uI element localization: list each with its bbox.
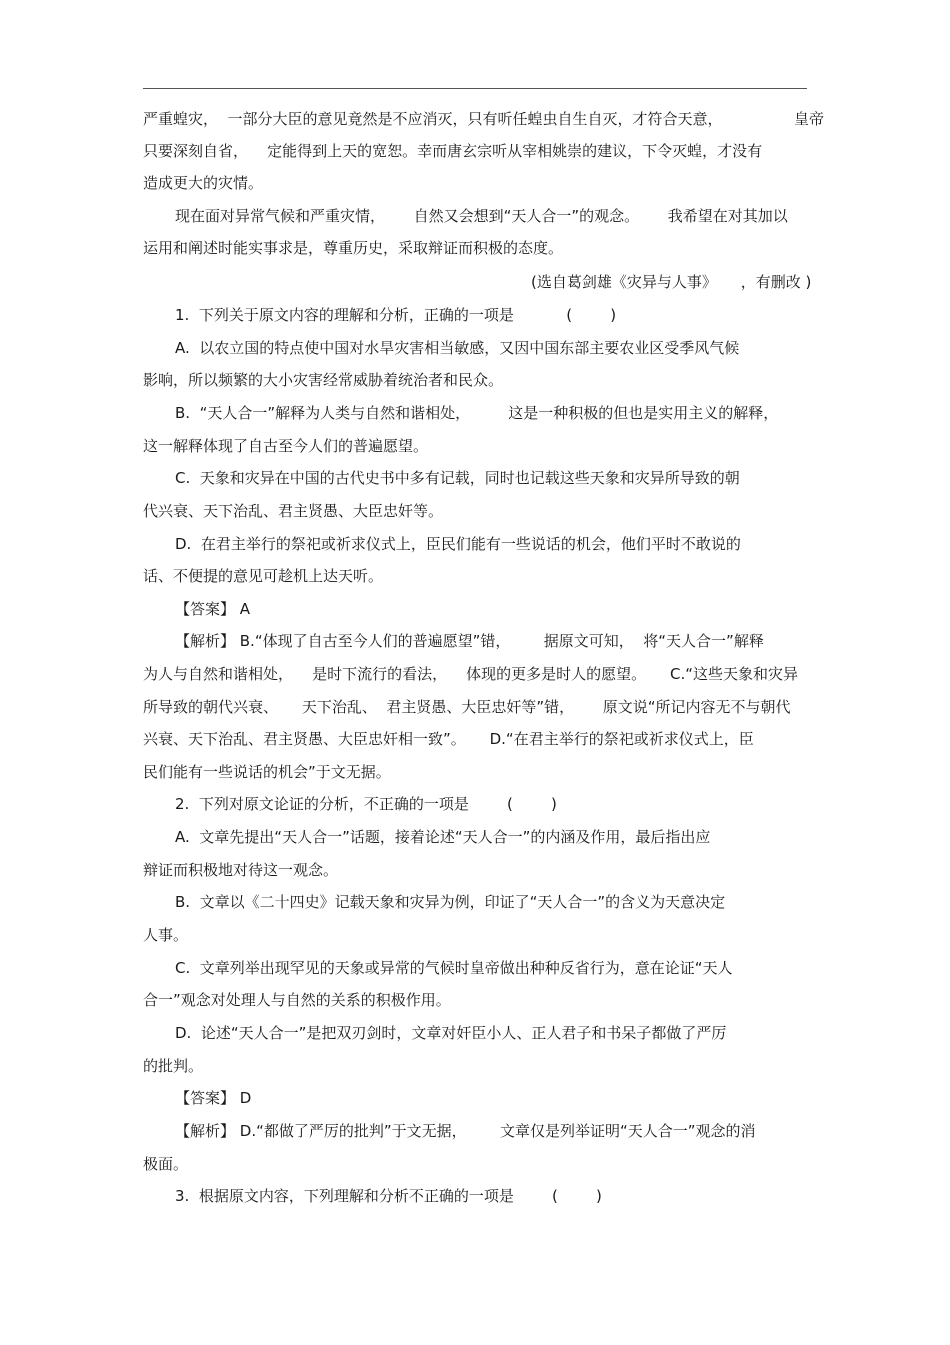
text-line: A. 文章先提出“天人合一”话题，接着论述“天人合一”的内涵及作用，最后指出应 [175,828,711,846]
text-line: 代兴衰、天下治乱、君主贤愚、大臣忠奸等。 [143,502,444,520]
text-line: 3. 根据原文内容，下列理解和分析不正确的一项是 ( ) [175,1187,602,1205]
text-line: 现在面对异常气候和严重灾情， 自然又会想到“天人合一”的观念。 我希望在对其加以 [175,207,788,225]
text-line: 辩证而积极地对待这一观念。 [143,861,339,879]
text-line: 民们能有一些说话的机会”于文无据。 [143,763,391,781]
text-line: A. 以农立国的特点使中国对水旱灾害相当敏感，又因中国东部主要农业区受季风气候 [175,339,740,357]
text-line: D. 论述“天人合一”是把双刃剑时，文章对奸臣小人、正人君子和书呆子都做了严厉 [175,1024,727,1042]
text-line: 合一”观念对处理人与自然的关系的积极作用。 [143,991,451,1009]
text-line: 这一解释体现了自古至今人们的普遍愿望。 [143,437,429,455]
text-line: 【答案】 D [175,1089,252,1107]
header-rule [143,88,807,89]
text-line: 【答案】 A [175,600,251,618]
text-line: 造成更大的灾情。 [143,174,264,192]
text-line: 人事。 [143,926,189,944]
text-line: 1. 下列关于原文内容的理解和分析，正确的一项是 ( ) [175,306,617,324]
text-line: 2. 下列对原文论证的分析，不正确的一项是 ( ) [175,795,557,813]
text-line: 的批判。 [143,1057,204,1075]
text-line: 极面。 [143,1155,189,1173]
text-line: D. 在君主举行的祭祀或祈求仪式上，臣民们能有一些说话的机会，他们平时不敢说的 [175,535,741,553]
text-line: B. 文章以《二十四史》记载天象和灾异为例，印证了“天人合一”的含义为天意决定 [175,893,726,911]
text-line: 【解析】 B.“体现了自古至今人们的普遍愿望”错， 据原文可知， 将“天人合一”解释 [175,632,764,650]
text-line: C. 天象和灾异在中国的古代史书中多有记载，同时也记载这些天象和灾异所导致的朝 [175,469,740,487]
text-line: B. “天人合一”解释为人类与自然和谐相处， 这是一种积极的但也是实用主义的解释， [175,404,779,422]
text-line: 严重蝗灾， 一部分大臣的意见竟然是不应消灭，只有听任蝗虫自生自灭，才符合天意， 皇帝 [143,110,825,128]
text-line: 为人与自然和谐相处， 是时下流行的看法， 体现的更多是时人的愿望。 C.“这些天象和灾异 [143,665,799,683]
text-line: 只要深刻自省， 定能得到上天的宽恕。幸而唐玄宗听从宰相姚崇的建议，下令灭蝗，才没有 [143,142,763,160]
text-line: (选自葛剑雄《灾异与人事》 ，有删改 ) [531,273,812,291]
text-line: 【解析】 D.“都做了严厉的批判”于文无据， 文章仅是列举证明“天人合一”观念的消 [175,1122,756,1140]
text-line: 影响，所以频繁的大小灾害经常威胁着统治者和民众。 [143,371,504,389]
text-line: 话、不便提的意见可趁机上达天听。 [143,567,384,585]
text-line: 兴衰、天下治乱、君主贤愚、大臣忠奸相一致”。 D.“在君主举行的祭祀或祈求仪式上，臣 [143,730,754,748]
text-line: 运用和阐述时能实事求是，尊重历史，采取辩证而积极的态度。 [143,239,564,257]
text-line: C. 文章列举出现罕见的天象或异常的气候时皇帝做出种种反省行为，意在论证“天人 [175,959,733,977]
text-line: 所导致的朝代兴衰、 天下治乱、 君主贤愚、大臣忠奸等”错， 原文说“所记内容无不与朝代 [143,698,791,716]
